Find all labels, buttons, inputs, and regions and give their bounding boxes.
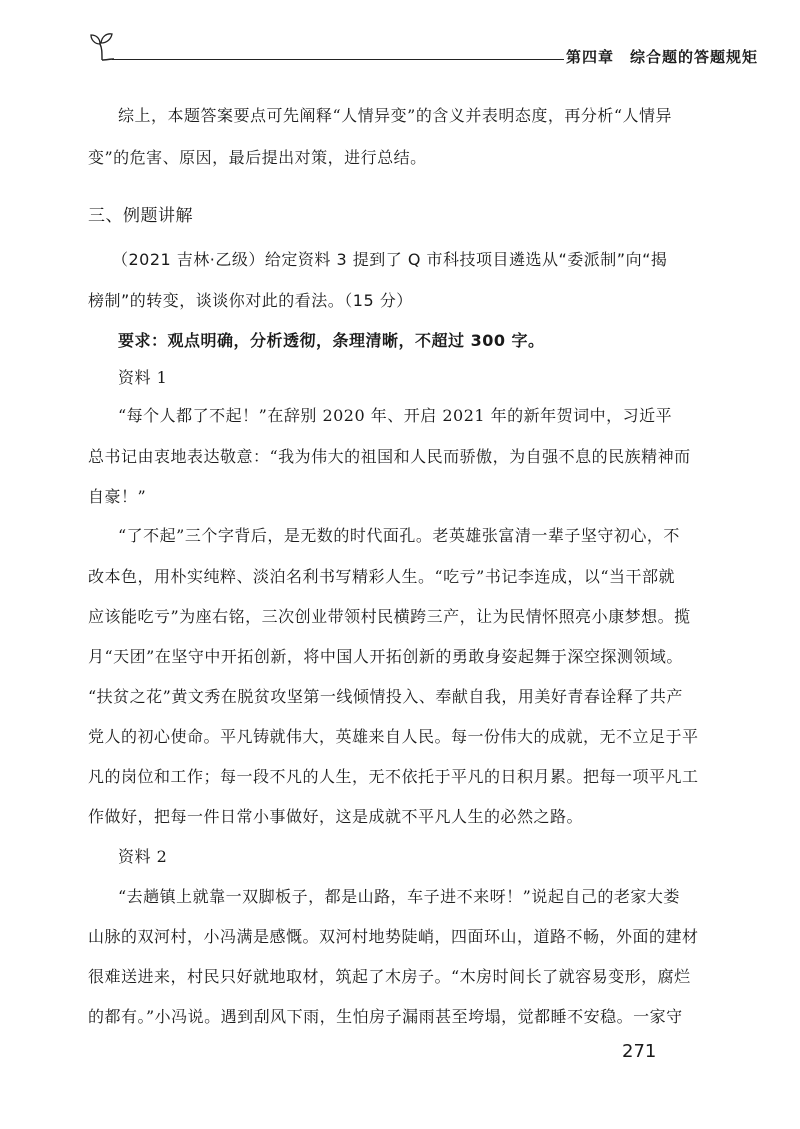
material-line: “扶贫之花”黄文秀在脱贫攻坚第一线倾情投入、奉献自我，用美好青春诠释了共产 — [88, 687, 683, 706]
question-line: 榜制”的转变，谈谈你对此的看法。（15 分） — [88, 291, 413, 310]
material-label: 资料 1 — [118, 368, 168, 387]
chapter-number: 第四章 — [566, 48, 615, 66]
material-label: 资料 2 — [118, 847, 168, 866]
chapter-label — [566, 46, 758, 67]
header-rule — [112, 59, 564, 60]
material-line: 的都有。”小冯说。遇到刮风下雨，生怕房子漏雨甚至垮塌，觉都睡不安稳。一家守 — [88, 1007, 683, 1026]
chapter-title: 综合题的答题规矩 — [630, 48, 759, 66]
page-number: 271 — [622, 1041, 657, 1062]
section-heading: 三、例题讲解 — [88, 206, 193, 226]
summary-line: 综上，本题答案要点可先阐释“人情异变”的含义并表明态度，再分析“人情异 — [118, 106, 673, 125]
material-line: 很难送进来，村民只好就地取材，筑起了木房子。“木房时间长了就容易变形，腐烂 — [88, 967, 691, 986]
running-header — [88, 26, 759, 70]
material-line: 应该能吃亏”为座右铭，三次创业带领村民横跨三产，让为民情怀照亮小康梦想。揽 — [88, 607, 691, 626]
question-requirement: 要求：观点明确，分析透彻，条理清晰，不超过 300 字。 — [118, 331, 545, 350]
material-line: 总书记由衷地表达敬意：“我为伟大的祖国和人民而骄傲，为自强不息的民族精神而 — [88, 447, 691, 466]
material-line: 党人的初心使命。平凡铸就伟大，英雄来自人民。每一份伟大的成就，无不立足于平 — [88, 727, 699, 746]
material-line: 凡的岗位和工作；每一段不凡的人生，无不依托于平凡的日积月累。把每一项平凡工 — [88, 767, 699, 786]
material-line: “去趟镇上就靠一双脚板子，都是山路，车子进不来呀！”说起自己的老家大娄 — [118, 887, 680, 906]
material-line: 自豪！” — [88, 487, 147, 506]
summary-line: 变”的危害、原因，最后提出对策，进行总结。 — [88, 148, 427, 167]
material-line: “了不起”三个字背后，是无数的时代面孔。老英雄张富清一辈子坚守初心，不 — [118, 526, 680, 545]
question-line: （2021 吉林·乙级）给定资料 3 提到了 Q 市科技项目遴选从“委派制”向“揭 — [112, 250, 668, 269]
material-line: 月“天团”在坚守中开拓创新，将中国人开拓创新的勇敢身姿起舞于深空探测领域。 — [88, 647, 683, 666]
material-line: 改本色，用朴实纯粹、淡泊名利书写精彩人生。“吃亏”书记李连成，以“当干部就 — [88, 567, 676, 586]
material-line: “每个人都了不起！”在辞别 2020 年、开启 2021 年的新年贺词中，习近平 — [118, 406, 673, 425]
material-line: 作做好，把每一件日常小事做好，这是成就不平凡人生的必然之路。 — [88, 807, 584, 826]
material-line: 山脉的双河村，小冯满是感慨。双河村地势陡峭，四面环山，道路不畅，外面的建材 — [88, 927, 699, 946]
sprout-icon — [88, 26, 128, 66]
